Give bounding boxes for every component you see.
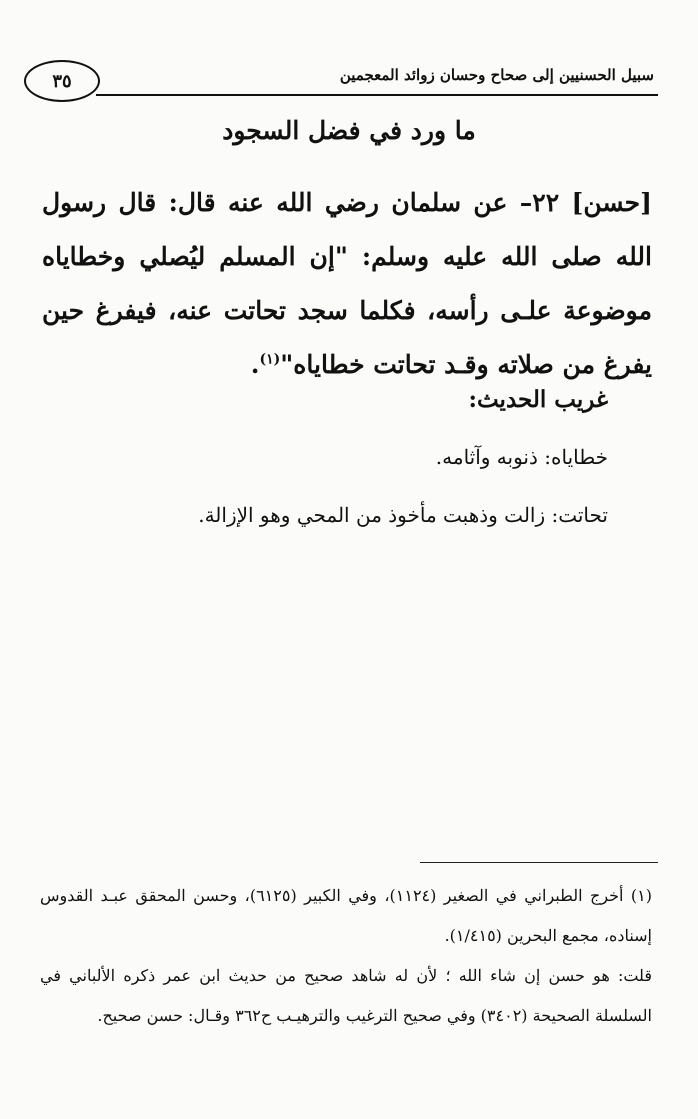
footnote-comment: قلت: هو حسن إن شاء الله ؛ لأن له شاهد صحيح من حديث ابن عمر ذكره الألباني في السلسلة الصحيحة (٣٤٠٢) وفي صحيح الترغيب والترهيـب ح٣٦٢ وقـال: حسن صحيح. [40, 966, 652, 1025]
footnote-divider [420, 862, 658, 863]
hadith-text: عن سلمان رضي الله عنه قال: قال رسول الله صلى الله عليه وسلم: "إن المسلم ليُصلي وخطاياه موضوعة علـى رأسه، فكلما سجد تحاتت عنه، فيفرغ حين يفرغ من صلاته وقـد تحاتت خطاياه" [42, 188, 652, 379]
footnote-reference[interactable]: (١) [259, 351, 281, 368]
hadith-paragraph [42, 176, 652, 392]
hadith-grade: [حسن] [571, 188, 652, 217]
page-number-badge [24, 60, 100, 102]
header-rule [96, 94, 658, 96]
hadith-dash: – [519, 188, 533, 217]
hadith-number: ٢٢ [532, 188, 560, 217]
gloss-item: خطاياه: ذنوبه وآثامه. [435, 445, 608, 469]
running-title: سبيل الحسنيين إلى صحاح وحسان زوائد المعجمين [339, 66, 654, 84]
gloss-item: تحاتت: زالت وذهبت مأخوذ من المحي وهو الإزالة. [198, 503, 608, 527]
footnote-1: (١) أخرج الطبراني في الصغير (١١٢٤)، وفي الكبير (٦١٢٥)، وحسن المحقق عبـد القدوس إسناده، مجمع البحرين (١/٤١٥). [40, 886, 652, 945]
chapter-heading: ما ورد في فضل السجود [222, 116, 476, 145]
hadith-end: . [250, 350, 260, 379]
page-number: ٣٥ [52, 70, 72, 92]
gloss-heading: غريب الحديث: [468, 386, 608, 413]
